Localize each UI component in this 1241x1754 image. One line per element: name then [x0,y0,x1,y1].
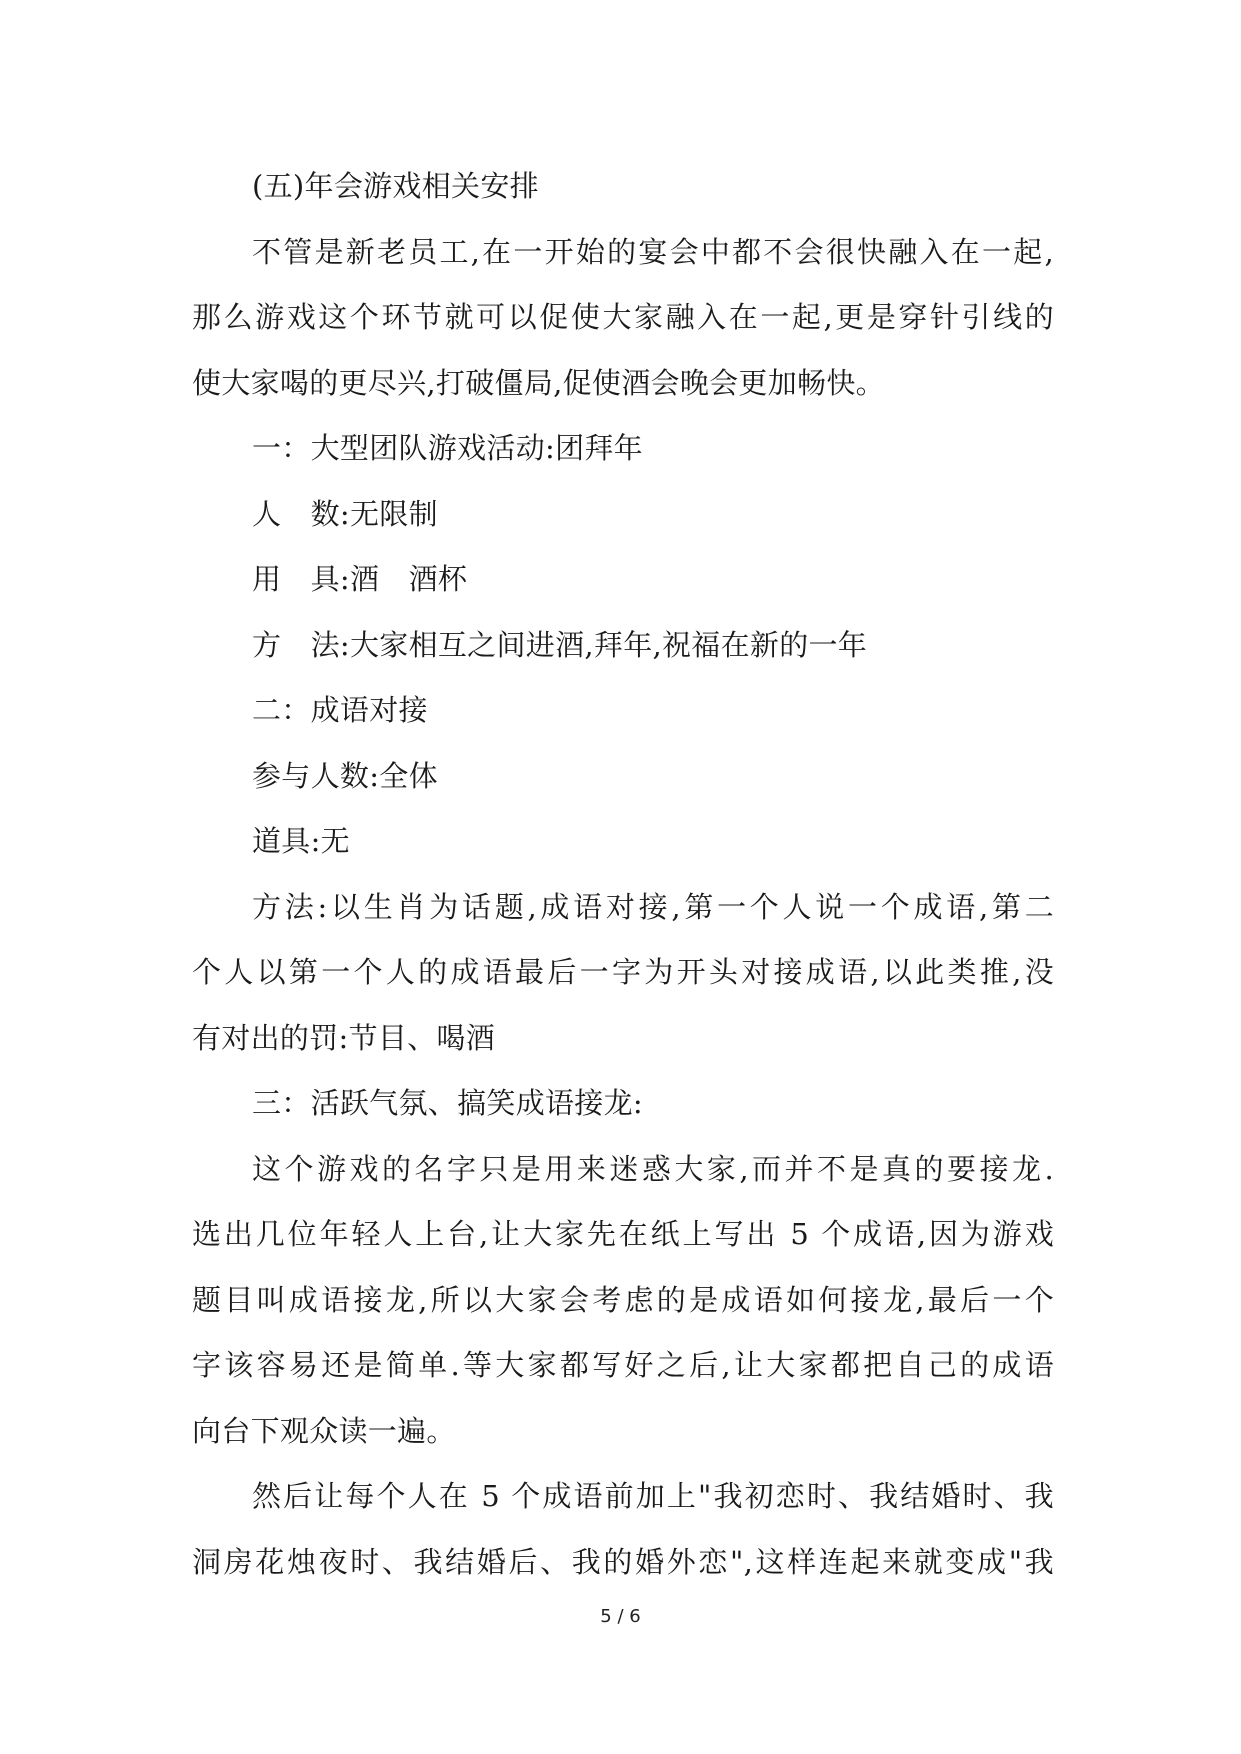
text-line: 这个游戏的名字只是用来迷惑大家,而并不是真的要接龙. [252,1151,1054,1186]
text-line: 然后让每个人在 5 个成语前加上"我初恋时、我结婚时、我 [252,1479,1054,1513]
text-line: 方 法:大家相互之间进酒,拜年,祝福在新的一年 [252,627,868,662]
text-line: 三：活跃气氛、搞笑成语接龙: [252,1086,643,1120]
text-line: 洞房花烛夜时、我结婚后、我的婚外恋",这样连起来就变成"我 [192,1544,1054,1579]
text-line: 道具:无 [252,824,350,858]
document-body [192,154,1054,1595]
text-line: 个人以第一个人的成语最后一字为开头对接成语,以此类推,没 [192,955,1054,989]
text-line: 人 数:无限制 [252,496,438,531]
text-line: (五)年会游戏相关安排 [252,169,539,203]
text-line: 方法:以生肖为话题,成语对接,第一个人说一个成语,第二 [252,889,1054,924]
text-line: 向台下观众读一遍。 [192,1413,456,1448]
text-line: 字该容易还是简单.等大家都写好之后,让大家都把自己的成语 [192,1348,1054,1382]
text-line: 选出几位年轻人上台,让大家先在纸上写出 5 个成语,因为游戏 [192,1217,1054,1251]
text-line: 不管是新老员工,在一开始的宴会中都不会很快融入在一起, [252,234,1054,269]
text-line: 使大家喝的更尽兴,打破僵局,促使酒会晚会更加畅快。 [192,365,885,400]
text-line: 有对出的罚:节目、喝酒 [192,1020,496,1055]
text-line: 二：成语对接 [252,693,428,727]
page-number: 5 / 6 [600,1606,641,1627]
text-line: 那么游戏这个环节就可以促使大家融入在一起,更是穿针引线的 [192,300,1054,334]
text-line: 一：大型团队游戏活动:团拜年 [252,431,643,465]
text-line: 题目叫成语接龙,所以大家会考虑的是成语如何接龙,最后一个 [192,1282,1054,1317]
text-line: 参与人数:全体 [252,758,438,793]
text-line: 用 具:酒 酒杯 [252,562,468,596]
